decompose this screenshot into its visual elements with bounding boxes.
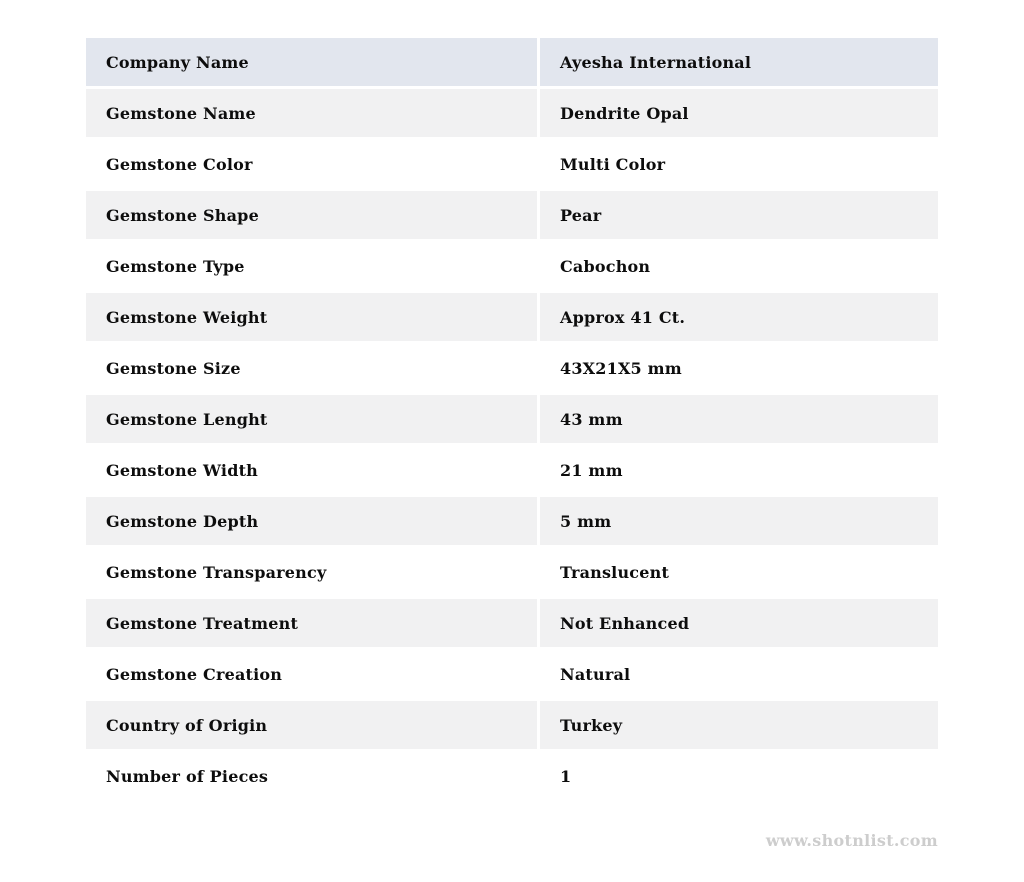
row-value: 1 [540, 752, 938, 800]
row-label: Number of Pieces [86, 752, 537, 800]
row-value: Approx 41 Ct. [540, 293, 938, 341]
row-label: Gemstone Transparency [86, 548, 537, 596]
row-value: Natural [540, 650, 938, 698]
row-value: 21 mm [540, 446, 938, 494]
row-value: Turkey [540, 701, 938, 749]
row-value: Pear [540, 191, 938, 239]
table-row [86, 599, 938, 647]
table-row [86, 701, 938, 749]
row-label: Gemstone Lenght [86, 395, 537, 443]
row-label: Gemstone Color [86, 140, 537, 188]
row-label: Gemstone Shape [86, 191, 537, 239]
row-label: Gemstone Width [86, 446, 537, 494]
table-row [86, 446, 938, 494]
table-row [86, 497, 938, 545]
table-row [86, 89, 938, 137]
row-label: Gemstone Type [86, 242, 537, 290]
row-label: Gemstone Depth [86, 497, 537, 545]
table-row [86, 191, 938, 239]
table-row [86, 38, 938, 86]
gemstone-spec-table [86, 38, 938, 800]
table-row [86, 293, 938, 341]
watermark-text: www.shotnlist.com [765, 831, 938, 850]
row-value: Dendrite Opal [540, 89, 938, 137]
row-value: Translucent [540, 548, 938, 596]
row-value: Not Enhanced [540, 599, 938, 647]
row-value: Ayesha International [540, 38, 938, 86]
table-row [86, 344, 938, 392]
table-row [86, 650, 938, 698]
table-row [86, 140, 938, 188]
row-label: Company Name [86, 38, 537, 86]
table-row [86, 752, 938, 800]
row-label: Gemstone Name [86, 89, 537, 137]
row-label: Gemstone Treatment [86, 599, 537, 647]
row-value: Multi Color [540, 140, 938, 188]
table-row [86, 548, 938, 596]
table-row [86, 242, 938, 290]
row-value: 43X21X5 mm [540, 344, 938, 392]
row-value: 5 mm [540, 497, 938, 545]
table-row [86, 395, 938, 443]
row-label: Gemstone Creation [86, 650, 537, 698]
row-value: Cabochon [540, 242, 938, 290]
row-label: Gemstone Weight [86, 293, 537, 341]
row-value: 43 mm [540, 395, 938, 443]
row-label: Country of Origin [86, 701, 537, 749]
row-label: Gemstone Size [86, 344, 537, 392]
